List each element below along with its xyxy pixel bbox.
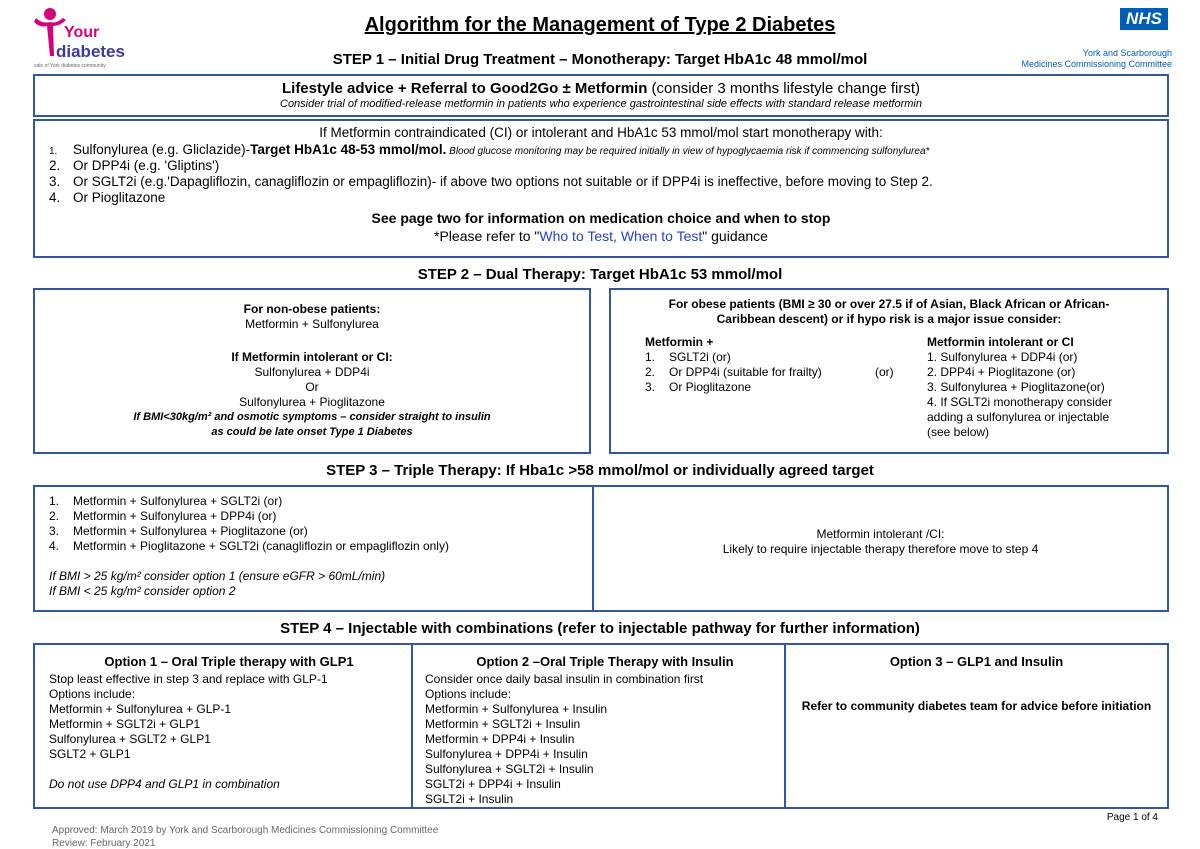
triple-option-2: 2. Metformin + Sulfonylurea + DPP4i (or): [49, 509, 277, 523]
intolerant-or: Or: [305, 380, 319, 394]
lifestyle-note: Consider trial of modified-release metformin in patients who experience gastrointestinal side effects with standard release metformin: [280, 98, 922, 110]
step2-obese-box: [609, 288, 1169, 454]
step2-nonobese-box: [33, 288, 591, 454]
option3-title: Option 3 – GLP1 and Insulin: [889, 654, 1064, 669]
org-name-line1: York and Scarborough: [1082, 48, 1172, 58]
triple-option-3: 3. Metformin + Sulfonylurea + Pioglitazone (or): [49, 524, 308, 538]
option2-title: Option 2 –Oral Triple Therapy with Insulin: [476, 654, 734, 669]
logo-diabetes: diabetes: [56, 42, 125, 61]
page-number: Page 1 of 4: [1106, 812, 1158, 823]
org-name-line2: Medicines Commissioning Committee: [1021, 59, 1172, 69]
obese-option-2: 2. Or DPP4i (suitable for frailty): [645, 365, 822, 379]
obese-or-label: (or): [875, 365, 894, 379]
ci-intro: If Metformin contraindicated (CI) or intolerant and HbA1c 53 mmol/mol start monotherapy with:: [319, 125, 883, 140]
step1-lifestyle-box: [33, 74, 1169, 117]
see-page-two: See page two for information on medication choice and when to stop: [371, 210, 831, 226]
mono-option-4: 4. Or Pioglitazone: [49, 190, 166, 205]
approved-line: Approved: March 2019 by York and Scarborough Medicines Commissioning Committee: [52, 825, 439, 836]
option2-panel: Option 2 –Oral Triple Therapy with Insulin Consider once daily basal insulin in combination first Options include: Metformin + Sulfonylurea + Insulin Metformin + SGLT2i + Insulin Metformin + DPP4i + Insulin Sulfonylurea + DPP4i + Insulin Sulfonylurea + SGLT2i + Insulin SGLT2i + DPP4i + Insulin SGLT2i + Insulin: [425, 654, 785, 807]
option1-title: Option 1 – Oral Triple therapy with GLP1: [104, 654, 354, 669]
refer-guidance: *Please refer to "Who to Test, When to Test" guidance: [434, 228, 768, 244]
triple-option-1: 1. Metformin + Sulfonylurea + SGLT2i (or): [49, 494, 283, 508]
mono-option-1: 1. Sulfonylurea (e.g. Gliclazide)-Target HbA1c 48-53 mmol/mol. Blood glucose monitoring may be required initially in view of hypoglycaemia risk if commencing sulfonylurea*: [49, 142, 930, 157]
step3-heading: STEP 3 – Triple Therapy: If Hba1c >58 mmol/mol or individually agreed target: [326, 462, 874, 479]
nhs-logo: NHS: [1120, 8, 1168, 30]
bmi-option-1: If BMI > 25 kg/m² consider option 1 (ensure eGFR > 60mL/min): [49, 569, 386, 583]
step1-monotherapy-box: [33, 119, 1169, 258]
step2-heading: STEP 2 – Dual Therapy: Target HbA1c 53 mmol/mol: [417, 266, 783, 283]
option3-text: Refer to community diabetes team for advice before initiation: [801, 699, 1152, 713]
nonobese-combo: Metformin + Sulfonylurea: [245, 317, 379, 331]
bmi-option-2: If BMI < 25 kg/m² consider option 2: [49, 584, 236, 598]
obese-title-2: Caribbean descent) or if hypo risk is a major issue consider:: [716, 312, 1062, 326]
step3-intolerant: Metformin intolerant /CI: Likely to require injectable therapy therefore move to step 4: [722, 527, 1039, 556]
step4-box: [33, 643, 1169, 809]
step4-divider-1: [411, 645, 413, 807]
obese-intolerant-col: Metformin intolerant or CI 1. Sulfonylurea + DDP4i (or) 2. DPP4i + Pioglitazone (or) 3. Sulfonylurea + Pioglitazone(or) 4. If SGLT2i monotherapy consider adding a sulfonylurea or injectable (see below): [927, 335, 1113, 439]
obese-title-1: For obese patients (BMI ≥ 30 or over 27.5 if of Asian, Black African or African-: [668, 297, 1110, 311]
option3-panel: [786, 654, 1167, 714]
option1-note: Do not use DPP4 and GLP1 in combination: [49, 777, 280, 791]
obese-option-1: 1. SGLT2i (or): [645, 350, 731, 364]
mono-option-3: 3. Or SGLT2i (e.g.'Dapagliflozin, canagliflozin or empagliflozin)- if above two options not suitable or if DPP4i is ineffective, before moving to Step 2.: [49, 174, 933, 189]
who-to-test-link[interactable]: Who to Test, When to Test: [539, 228, 703, 244]
bmi-note-2: as could be late onset Type 1 Diabetes: [211, 426, 413, 438]
lifestyle-consider: (consider 3 months lifestyle change first): [647, 80, 921, 97]
nonobese-title: For non-obese patients:: [243, 302, 381, 316]
intolerant-title: If Metformin intolerant or CI:: [231, 350, 393, 364]
logo-tagline: vale of York diabetes community: [34, 63, 106, 69]
option1-panel: Option 1 – Oral Triple therapy with GLP1 Stop least effective in step 3 and replace with GLP-1 Options include: Metformin + Sulfonylurea + GLP-1 Metformin + SGLT2i + GLP1 Sulfonylurea + SGLT2 + GLP1 SGLT2 + GLP1 Do not use DPP4 and GLP1 in combination: [49, 654, 409, 792]
triple-option-4: 4. Metformin + Pioglitazone + SGLT2i (canagliflozin or empagliflozin only): [49, 539, 449, 553]
page-title: Algorithm for the Management of Type 2 Diabetes: [364, 14, 836, 36]
step3-options: [49, 494, 589, 599]
obese-option-3: 3. Or Pioglitazone: [645, 380, 752, 394]
obese-metformin-col: Metformin + 1. SGLT2i (or) 2. Or DPP4i (suitable for frailty) 3. Or Pioglitazone: [645, 335, 885, 395]
logo-your: Your: [64, 24, 100, 41]
step1-heading: STEP 1 – Initial Drug Treatment – Monotherapy: Target HbA1c 48 mmol/mol: [332, 51, 868, 68]
intolerant-option-1: Sulfonylurea + DDP4i: [254, 365, 370, 379]
review-line: Review: February 2021: [52, 838, 156, 849]
bmi-note-1: If BMI<30kg/m² and osmotic symptoms – consider straight to insulin: [133, 411, 491, 423]
step4-heading: STEP 4 – Injectable with combinations (refer to injectable pathway for further information): [280, 620, 920, 637]
mono-option-2: 2. Or DPP4i (e.g. 'Gliptins'): [49, 158, 220, 173]
step3-box: [33, 485, 1169, 612]
lifestyle-advice: Lifestyle advice + Referral to Good2Go ± Metformin: [281, 80, 648, 97]
intolerant-option-2: Sulfonylurea + Pioglitazone: [239, 395, 385, 409]
